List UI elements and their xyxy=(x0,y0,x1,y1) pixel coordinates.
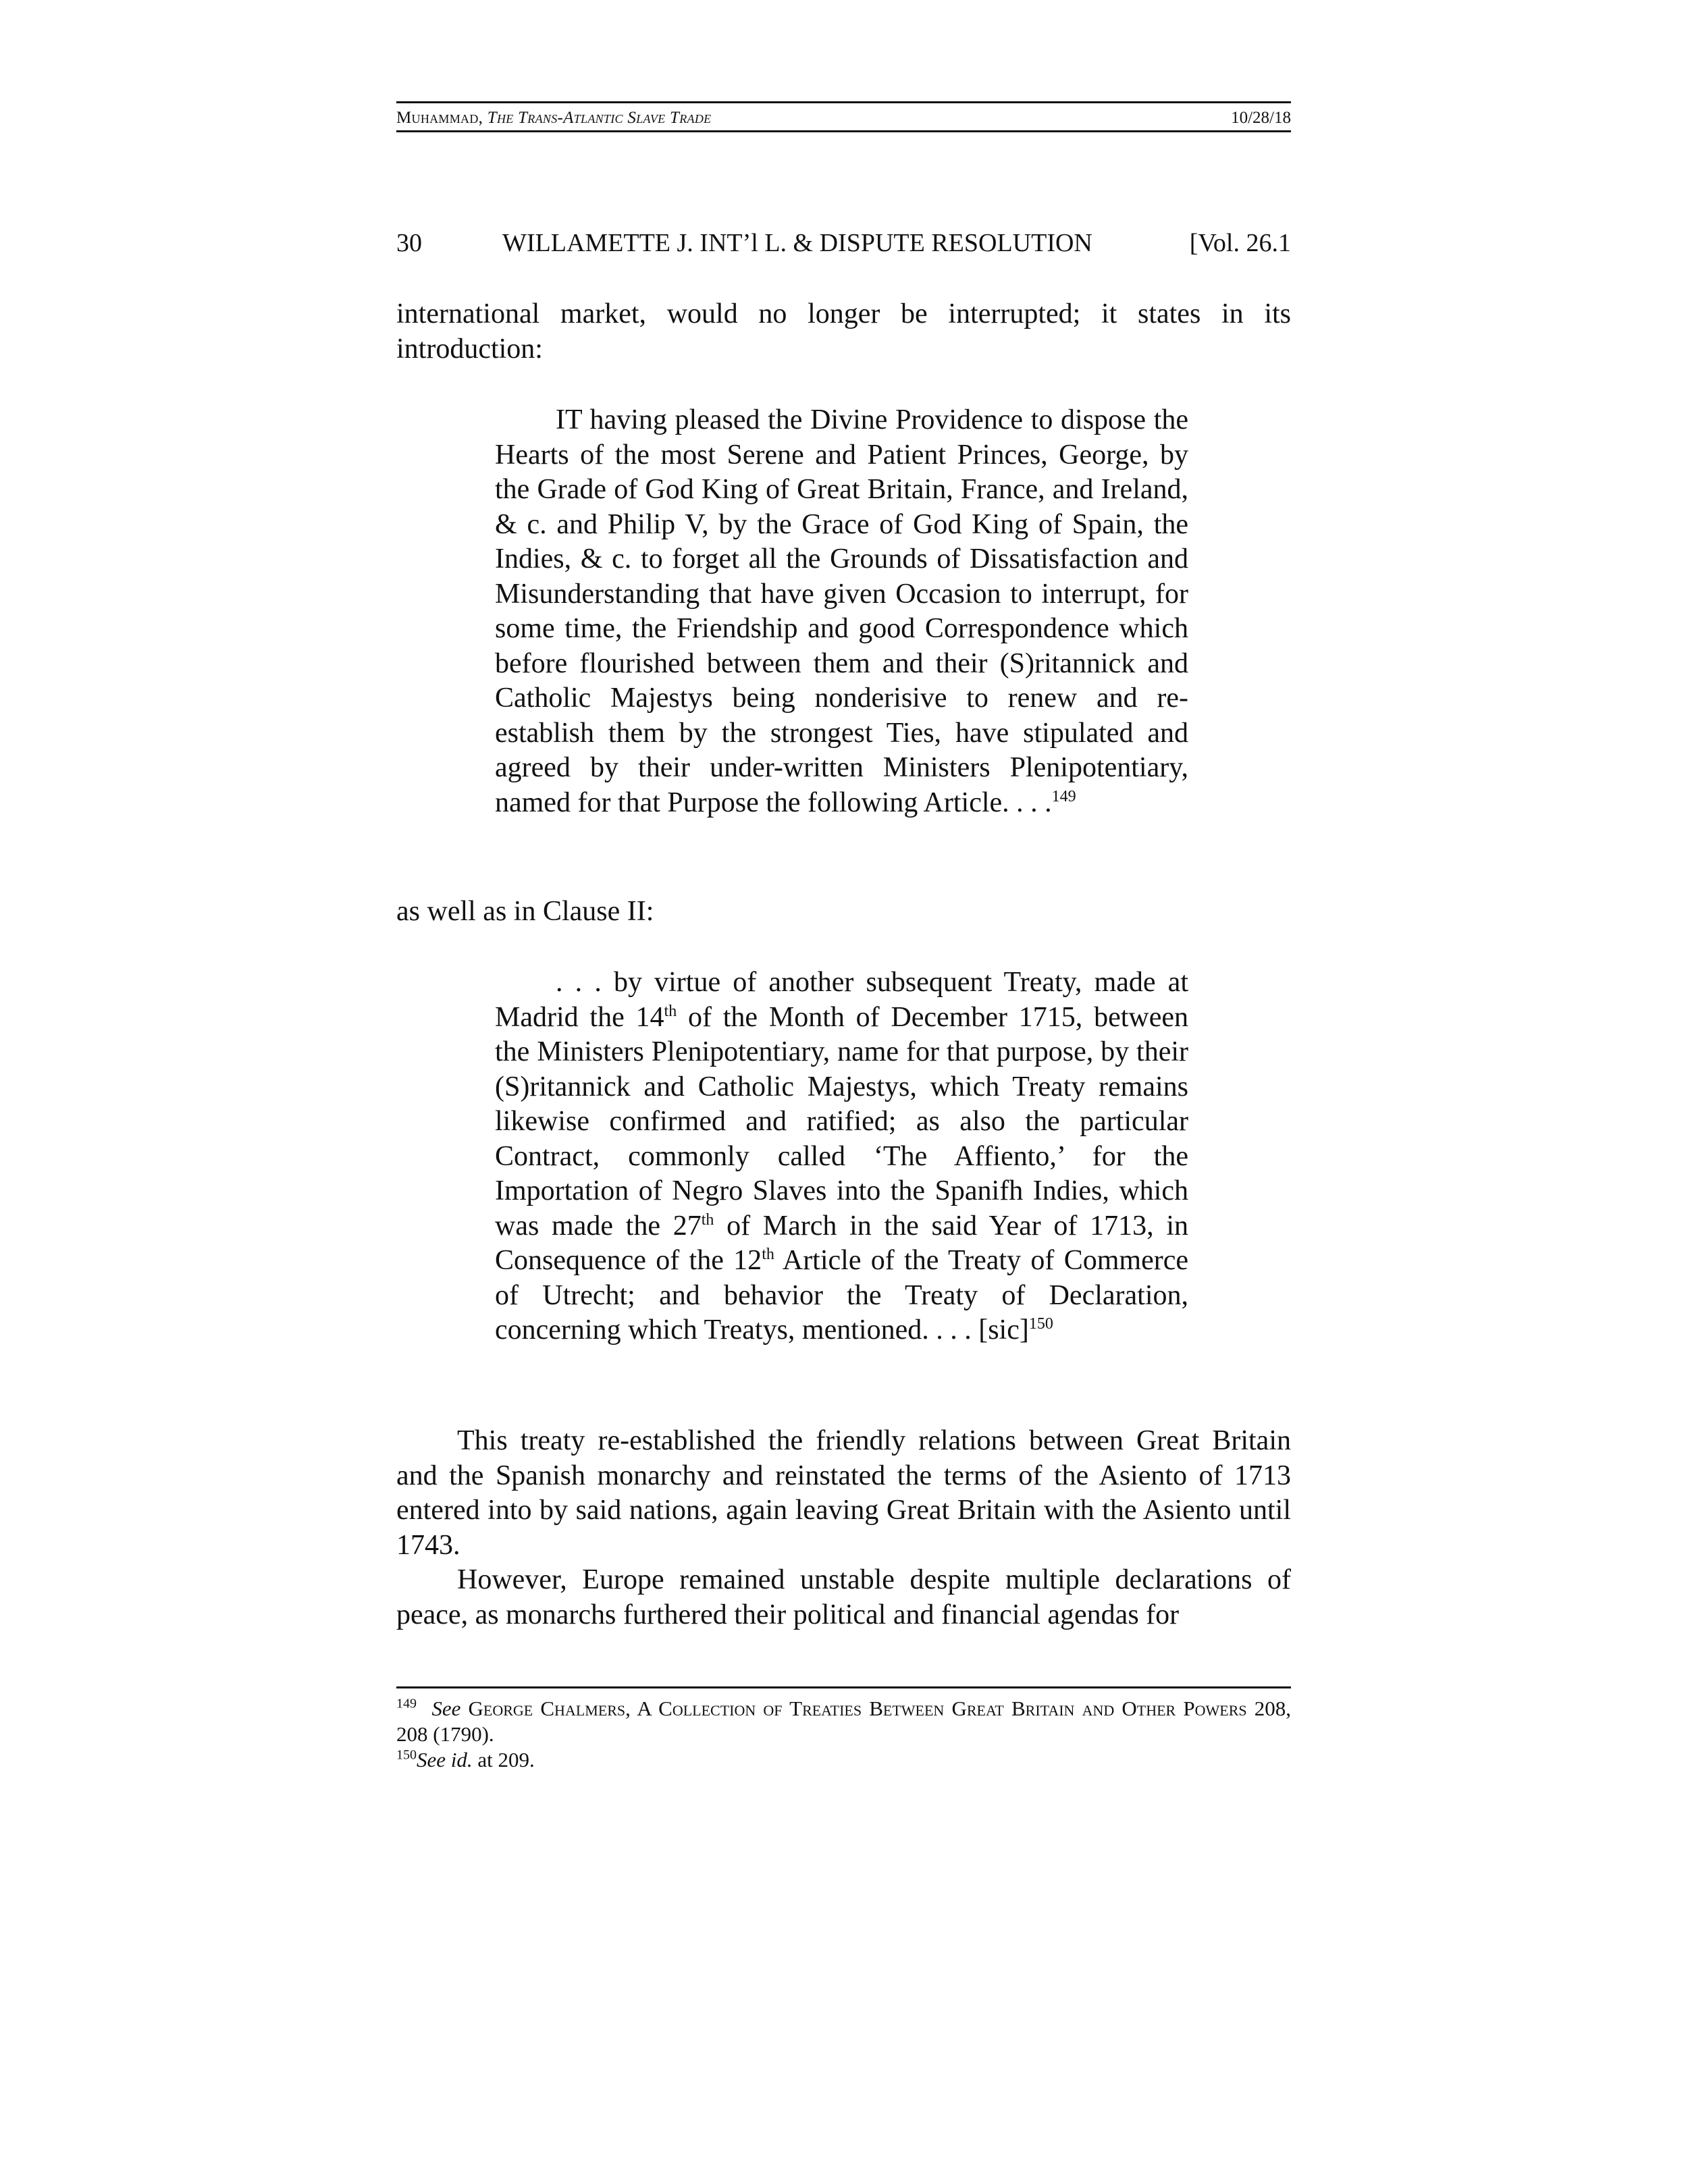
footnote-pages: at 209. xyxy=(477,1748,535,1772)
footnote-signal: See xyxy=(431,1697,461,1720)
ordinal-suffix: th xyxy=(701,1210,714,1229)
quote-segment: of March in the said Year of 1713, in Consequence of the 12 xyxy=(495,1210,1188,1276)
footnote-149 xyxy=(396,1696,1291,1747)
footnote-divider xyxy=(396,1686,1291,1688)
ordinal-suffix: th xyxy=(762,1246,774,1263)
footnote-ref-149: 149 xyxy=(1051,787,1076,805)
journal-title: WILLAMETTE J. INT’l L. & DISPUTE RESOLUTION xyxy=(502,229,1092,257)
footnote-citation: George Chalmers, A Collection of Treaties Between Great Britain and Other Powers xyxy=(468,1697,1247,1720)
block-quote-introduction xyxy=(495,403,1188,820)
footnote-pages: 208, 208 (1790). xyxy=(396,1697,1292,1746)
running-header-citation xyxy=(396,109,711,128)
volume-label: [Vol. 26.1 xyxy=(1189,229,1291,257)
quote-segment: of the Month of December 1715, between the Ministers Plenipotentiary, name for that purpose, by their (S)ritannick and Catholic Majestys, which Treaty remains likewise confirmed and ratified; as also the particular Contract, commonly called ‘The Affiento,’ for the Importation of Negro Slaves into the Spanifh Indies, which was made the 27 xyxy=(495,1001,1188,1242)
running-header-date: 10/28/18 xyxy=(1231,109,1291,127)
footnote-ref-150: 150 xyxy=(1028,1315,1053,1333)
footnotes xyxy=(396,1696,1291,1773)
page-header xyxy=(396,228,1291,262)
footnote-signal: See id. xyxy=(417,1748,473,1772)
running-header-author: Muhammad, xyxy=(396,109,483,127)
ordinal-suffix: th xyxy=(664,1002,677,1020)
quote-segment: Article of the Treaty of Commerce of Utrecht; and behavior the Treaty of Declaration, concerning which Treatys, mentioned. . . . [sic] xyxy=(495,1245,1188,1346)
page-number: 30 xyxy=(396,229,422,257)
treaty-paragraph: This treaty re-established the friendly relations between Great Britain and the Spanish monarchy and reinstated the terms of the Asiento of 1713 entered into by said nations, again leaving Great Britain with the Asiento until 1743. xyxy=(396,1425,1291,1561)
intro-paragraph: international market, would no longer be interrupted; it states in its introduction: xyxy=(396,298,1291,365)
europe-paragraph: However, Europe remained unstable despite multiple declarations of peace, as monarchs furthered their political and financial agendas for xyxy=(396,1564,1291,1630)
running-header-title: The Trans-Atlantic Slave Trade xyxy=(487,109,712,127)
quote-segment: . . . by virtue of another subsequent Treaty, made at Madrid the 14 xyxy=(495,967,1188,1033)
footnote-number: 149 xyxy=(396,1696,417,1711)
footnote-number: 150 xyxy=(396,1747,417,1763)
clause-intro-paragraph: as well as in Clause II: xyxy=(396,896,654,927)
block-quote-clause-ii xyxy=(495,965,1188,1348)
block-quote-text: IT having pleased the Divine Providence to dispose the Hearts of the most Serene and Patient Princes, George, by the Grade of God King of Great Britain, France, and Ireland, & c. and Philip V, by the Grace of God King of Spain, the Indies, & c. to forget all the Grounds of Dissatisfaction and Misunderstanding that have given Occasion to interrupt, for some time, the Friendship and good Correspondence which before flourished between them and their (S)ritannick and Catholic Majestys being nonderisive to renew and re-establish them by the strongest Ties, have stipulated and agreed by their under-written Ministers Plenipotentiary, named for that Purpose the following Article. . . . xyxy=(495,404,1188,818)
footnote-150 xyxy=(396,1747,1291,1773)
running-header xyxy=(396,101,1291,132)
